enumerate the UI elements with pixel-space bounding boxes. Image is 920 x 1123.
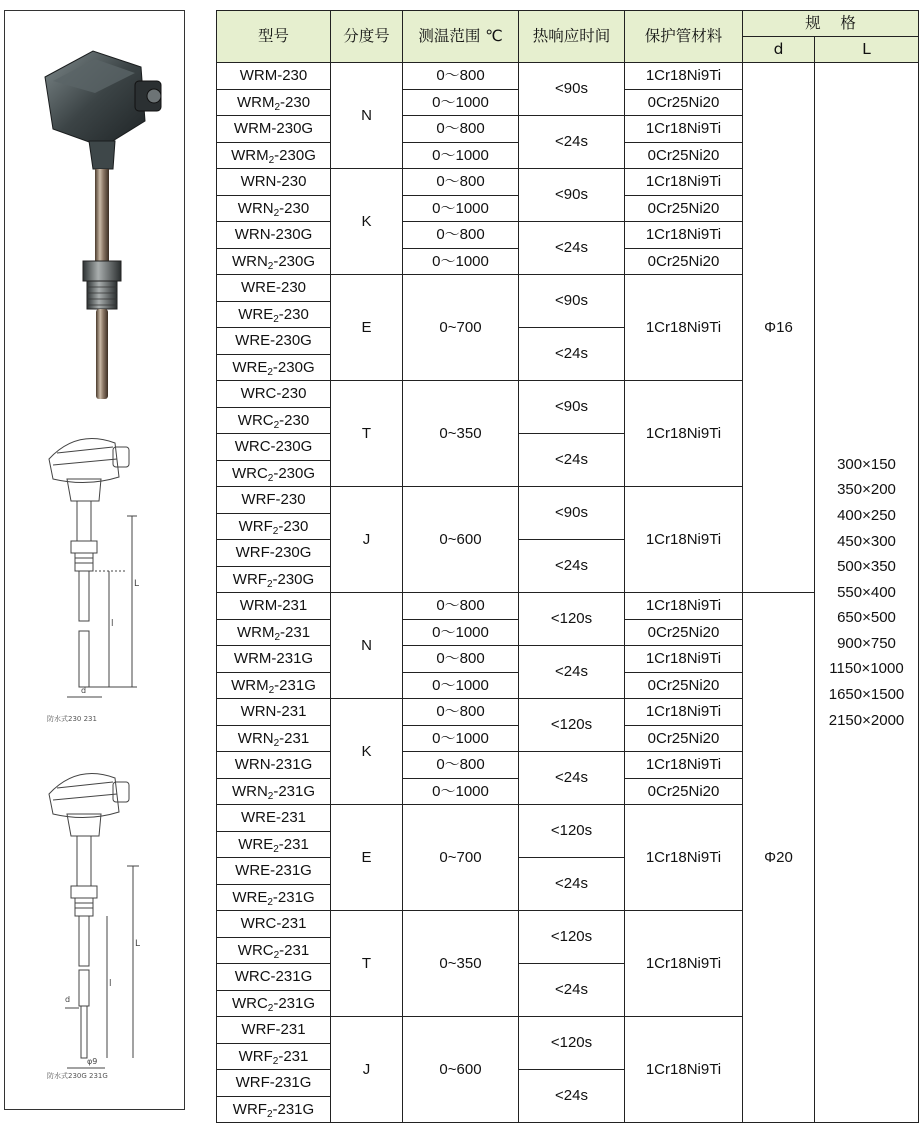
dim-label-d: d xyxy=(81,686,87,695)
material-cell: 1Cr18Ni9Ti xyxy=(625,805,743,911)
response-cell: <90s xyxy=(519,381,625,434)
material-cell: 1Cr18Ni9Ti xyxy=(625,381,743,487)
model-cell: $WRN_2-231G$ xyxy=(217,778,331,805)
graduation-cell: K xyxy=(331,169,403,275)
header-material: 保护管材料 xyxy=(625,11,743,63)
range-cell: 0～1000 xyxy=(403,248,519,275)
model-cell: WRN-230 xyxy=(217,169,331,196)
graduation-cell: J xyxy=(331,1017,403,1123)
model-subscript: 2 xyxy=(268,154,275,166)
dim-label-d-2: d xyxy=(65,995,71,1004)
length-value: 650×500 xyxy=(837,609,896,627)
model-cell: WRM-231 xyxy=(217,593,331,620)
model-cell: WRN-231G xyxy=(217,752,331,779)
dimension-drawing-230G xyxy=(27,756,167,1086)
model-cell: $WRE_2-230G$ xyxy=(217,354,331,381)
model-cell: WRF-231G xyxy=(217,1070,331,1097)
range-cell: 0～800 xyxy=(403,63,519,90)
material-cell: 0Cr25Ni20 xyxy=(625,142,743,169)
material-cell: 0Cr25Ni20 xyxy=(625,778,743,805)
model-cell: $WRC_2-230$ xyxy=(217,407,331,434)
graduation-cell: K xyxy=(331,699,403,805)
response-cell: <120s xyxy=(519,1017,625,1070)
model-cell: $WRE_2-231G$ xyxy=(217,884,331,911)
response-cell: <24s xyxy=(519,646,625,699)
range-cell: 0～1000 xyxy=(403,142,519,169)
graduation-cell: J xyxy=(331,487,403,593)
header-range: 测温范围 ℃ xyxy=(403,11,519,63)
model-cell: WRC-230G xyxy=(217,434,331,461)
response-cell: <120s xyxy=(519,593,625,646)
response-cell: <24s xyxy=(519,964,625,1017)
length-value: 1150×1000 xyxy=(829,660,904,678)
model-subscript: 2 xyxy=(267,472,274,484)
response-cell: <120s xyxy=(519,699,625,752)
model-cell: WRC-231G xyxy=(217,964,331,991)
range-cell: 0～1000 xyxy=(403,725,519,752)
material-cell: 1Cr18Ni9Ti xyxy=(625,1017,743,1123)
length-value: 400×250 xyxy=(837,506,896,524)
model-cell: WRC-230 xyxy=(217,381,331,408)
range-cell: 0～800 xyxy=(403,222,519,249)
graduation-cell: T xyxy=(331,381,403,487)
thermocouple-photo xyxy=(23,29,173,409)
diameter-cell: Φ16 xyxy=(743,63,815,593)
length-value: 900×750 xyxy=(837,634,896,652)
model-subscript: 2 xyxy=(267,896,273,908)
range-cell: 0～1000 xyxy=(403,672,519,699)
model-cell: $WRM_2-231G$ xyxy=(217,672,331,699)
model-cell: WRE-230 xyxy=(217,275,331,302)
material-cell: 1Cr18Ni9Ti xyxy=(625,275,743,381)
range-cell: 0～800 xyxy=(403,752,519,779)
model-cell: $WRC_2-231G$ xyxy=(217,990,331,1017)
model-cell: $WRN_2-230G$ xyxy=(217,248,331,275)
model-cell: WRM-230 xyxy=(217,63,331,90)
response-cell: <24s xyxy=(519,222,625,275)
model-subscript: 2 xyxy=(272,525,279,537)
length-value: 2150×2000 xyxy=(828,711,905,729)
dim-label-L: L xyxy=(134,579,140,589)
model-cell: WRE-231G xyxy=(217,858,331,885)
graduation-cell: T xyxy=(331,911,403,1017)
material-cell: 1Cr18Ni9Ti xyxy=(625,699,743,726)
material-cell: 1Cr18Ni9Ti xyxy=(625,646,743,673)
range-cell: 0～1000 xyxy=(403,195,519,222)
model-subscript: 2 xyxy=(267,366,273,378)
model-cell: $WRM_2-230$ xyxy=(217,89,331,116)
material-cell: 1Cr18Ni9Ti xyxy=(625,593,743,620)
response-cell: <120s xyxy=(519,911,625,964)
material-cell: 1Cr18Ni9Ti xyxy=(625,752,743,779)
length-value: 550×400 xyxy=(837,583,896,601)
model-cell: WRF-231 xyxy=(217,1017,331,1044)
model-cell: $WRF_2-230$ xyxy=(217,513,331,540)
range-cell: 0～1000 xyxy=(403,89,519,116)
length-list xyxy=(815,452,918,734)
response-cell: <90s xyxy=(519,63,625,116)
material-cell: 1Cr18Ni9Ti xyxy=(625,116,743,143)
material-cell: 0Cr25Ni20 xyxy=(625,248,743,275)
header-d: d xyxy=(743,37,815,63)
graduation-cell: N xyxy=(331,63,403,169)
model-subscript: 2 xyxy=(272,1055,279,1067)
length-cell xyxy=(815,63,919,1123)
material-cell: 1Cr18Ni9Ti xyxy=(625,487,743,593)
dim-label-l-2: l xyxy=(109,979,112,989)
model-cell: $WRM_2-230G$ xyxy=(217,142,331,169)
material-cell: 0Cr25Ni20 xyxy=(625,619,743,646)
response-cell: <24s xyxy=(519,116,625,169)
response-cell: <90s xyxy=(519,487,625,540)
model-cell: WRE-230G xyxy=(217,328,331,355)
graduation-cell: E xyxy=(331,805,403,911)
range-cell: 0～800 xyxy=(403,116,519,143)
spec-table-body xyxy=(217,63,919,1123)
length-value: 300×150 xyxy=(837,455,896,473)
range-cell: 0~350 xyxy=(403,381,519,487)
dim-label-l: l xyxy=(111,619,114,629)
model-cell: WRM-231G xyxy=(217,646,331,673)
response-cell: <24s xyxy=(519,752,625,805)
model-cell: $WRC_2-231$ xyxy=(217,937,331,964)
model-subscript: 2 xyxy=(273,313,279,325)
range-cell: 0~700 xyxy=(403,805,519,911)
model-cell: $WRM_2-231$ xyxy=(217,619,331,646)
table-row xyxy=(217,63,919,90)
dim-label-phi9: φ9 xyxy=(87,1057,98,1066)
header-spec: 规 格 xyxy=(743,11,919,37)
header-graduation: 分度号 xyxy=(331,11,403,63)
model-cell: $WRN_2-230$ xyxy=(217,195,331,222)
model-subscript: 2 xyxy=(273,843,279,855)
header-model: 型号 xyxy=(217,11,331,63)
model-cell: WRE-231 xyxy=(217,805,331,832)
model-subscript: 2 xyxy=(267,790,274,802)
diameter-cell: Φ20 xyxy=(743,593,815,1123)
model-subscript: 2 xyxy=(273,419,280,431)
material-cell: 1Cr18Ni9Ti xyxy=(625,911,743,1017)
range-cell: 0~700 xyxy=(403,275,519,381)
model-cell: $WRC_2-230G$ xyxy=(217,460,331,487)
length-value: 450×300 xyxy=(837,532,896,550)
model-subscript: 2 xyxy=(267,1002,274,1014)
spec-table xyxy=(216,10,919,1123)
dim-label-L-2: L xyxy=(135,939,141,949)
model-subscript: 2 xyxy=(274,101,281,113)
model-cell: WRN-231 xyxy=(217,699,331,726)
response-cell: <24s xyxy=(519,858,625,911)
material-cell: 0Cr25Ni20 xyxy=(625,195,743,222)
graduation-cell: E xyxy=(331,275,403,381)
material-cell: 0Cr25Ni20 xyxy=(625,672,743,699)
model-subscript: 2 xyxy=(273,737,280,749)
model-cell: $WRF_2-231$ xyxy=(217,1043,331,1070)
range-cell: 0～1000 xyxy=(403,619,519,646)
graduation-cell: N xyxy=(331,593,403,699)
response-cell: <90s xyxy=(519,275,625,328)
model-cell: $WRF_2-231G$ xyxy=(217,1096,331,1123)
model-cell: WRF-230G xyxy=(217,540,331,567)
length-value: 1650×1500 xyxy=(828,686,905,704)
response-cell: <120s xyxy=(519,805,625,858)
range-cell: 0～800 xyxy=(403,169,519,196)
model-cell: WRM-230G xyxy=(217,116,331,143)
model-cell: $WRF_2-230G$ xyxy=(217,566,331,593)
material-cell: 0Cr25Ni20 xyxy=(625,725,743,752)
model-subscript: 2 xyxy=(274,631,281,643)
model-cell: $WRE_2-230$ xyxy=(217,301,331,328)
header-response: 热响应时间 xyxy=(519,11,625,63)
dimension-drawing-230 xyxy=(27,421,167,711)
model-cell: WRN-230G xyxy=(217,222,331,249)
material-cell: 0Cr25Ni20 xyxy=(625,89,743,116)
figure-caption-1: 防水式230 231 xyxy=(47,715,97,723)
model-subscript: 2 xyxy=(273,207,280,219)
range-cell: 0~600 xyxy=(403,1017,519,1123)
response-cell: <24s xyxy=(519,1070,625,1123)
model-cell: $WRN_2-231$ xyxy=(217,725,331,752)
response-cell: <24s xyxy=(519,328,625,381)
range-cell: 0～800 xyxy=(403,593,519,620)
model-subscript: 2 xyxy=(273,949,280,961)
response-cell: <24s xyxy=(519,540,625,593)
figure-caption-2: 防水式230G 231G xyxy=(47,1072,108,1080)
response-cell: <90s xyxy=(519,169,625,222)
table-row xyxy=(217,593,919,620)
model-cell: $WRE_2-231$ xyxy=(217,831,331,858)
response-cell: <24s xyxy=(519,434,625,487)
range-cell: 0~600 xyxy=(403,487,519,593)
length-value: 350×200 xyxy=(837,481,896,499)
range-cell: 0～800 xyxy=(403,699,519,726)
model-subscript: 2 xyxy=(266,578,273,590)
figure-panel xyxy=(4,10,185,1110)
material-cell: 1Cr18Ni9Ti xyxy=(625,169,743,196)
model-cell: WRF-230 xyxy=(217,487,331,514)
header-L: L xyxy=(815,37,919,63)
model-subscript: 2 xyxy=(266,1108,273,1120)
length-value: 500×350 xyxy=(837,558,896,576)
range-cell: 0~350 xyxy=(403,911,519,1017)
model-subscript: 2 xyxy=(268,684,275,696)
material-cell: 1Cr18Ni9Ti xyxy=(625,63,743,90)
range-cell: 0～1000 xyxy=(403,778,519,805)
model-cell: WRC-231 xyxy=(217,911,331,938)
range-cell: 0～800 xyxy=(403,646,519,673)
material-cell: 1Cr18Ni9Ti xyxy=(625,222,743,249)
model-subscript: 2 xyxy=(267,260,274,272)
